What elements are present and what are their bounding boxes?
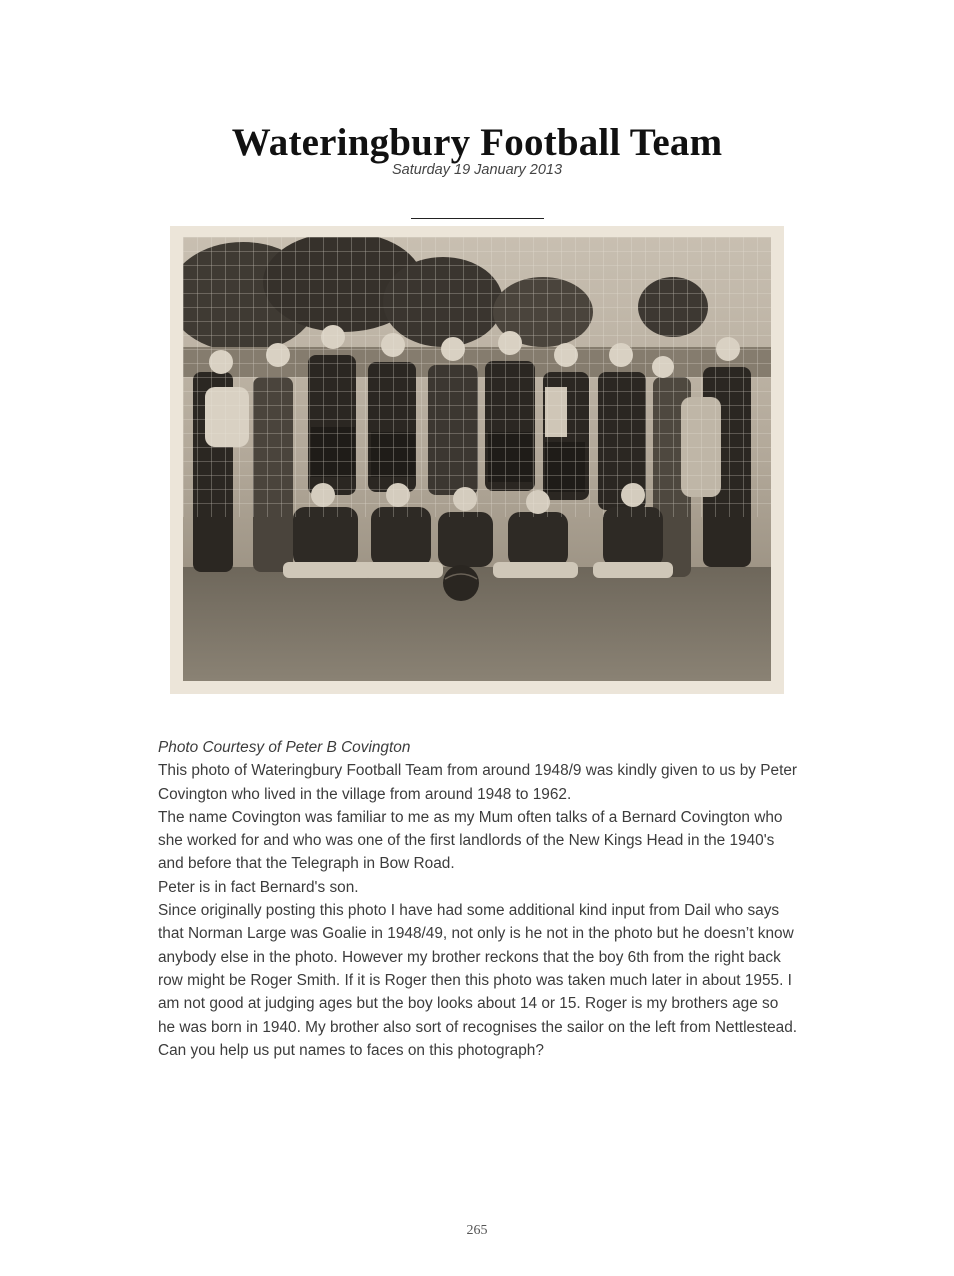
post-date: Saturday 19 January 2013: [391, 162, 563, 178]
paragraph: Can you help us put names to faces on this photograph?: [158, 1041, 544, 1059]
page-title: Wateringbury Football Team: [231, 121, 723, 164]
paragraph: Peter is in fact Bernard's son.: [158, 878, 359, 896]
divider: [411, 218, 544, 219]
paragraph: The name Covington was familiar to me as my Mum often talks of a Bernard Covington who she worked for and who was one of the first landlords of the New Kings Head in the 1940's and before that the Telegraph in Bow Road.: [158, 808, 783, 873]
team-photograph: [170, 226, 784, 694]
page-number: 265: [466, 1223, 488, 1238]
paragraph: Since originally posting this photo I have had some additional kind input from Dail who says that Norman Large was Goalie in 1948/49, not only is he not in the photo but he doesn’t know anybody else in the photo. However my brother reckons that the boy 6th from the right back row might be Roger Smith. If it is Roger then this photo was taken much later in about 1955. I am not good at judging ages but the boy looks about 14 or 15. Roger is my brothers age so he was born in 1940. My brother also sort of recognises the sailor on the left from Nettlestead.: [158, 902, 798, 1036]
paragraph: This photo of Wateringbury Football Team from around 1948/9 was kindly given to us by Peter Covington who lived in the village from around 1948 to 1962.: [158, 762, 798, 803]
photo-credit: Photo Courtesy of Peter B Covington: [158, 739, 411, 756]
team-photo-image: [183, 237, 771, 681]
article-body: [158, 736, 798, 1062]
